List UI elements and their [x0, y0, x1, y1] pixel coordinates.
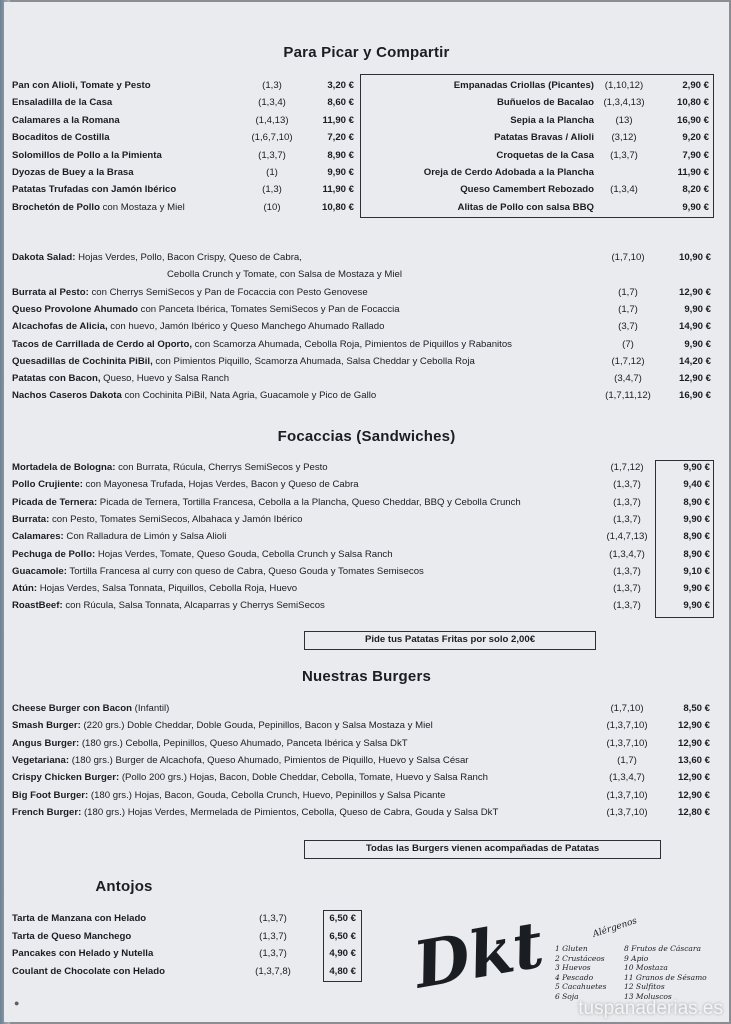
focaccia-item-allergens: (1,3,7): [613, 565, 641, 577]
focaccia-item-price: 9,90 €: [683, 462, 710, 473]
burger-item-allergens: (1,3,7,10): [606, 789, 648, 801]
focaccia-item-price: 9,10 €: [683, 565, 710, 577]
dakota-item-allergens: (1,7): [618, 303, 638, 315]
picar-left-item-name: Dyozas de Buey a la Brasa: [12, 167, 134, 178]
picar-left-item-allergens: (1): [266, 167, 278, 178]
picar-right-item-name: Empanadas Criollas (Picantes): [453, 80, 594, 91]
focaccia-item-allergens: (1,3,7): [613, 479, 641, 491]
watermark: tuspanaderias.es: [578, 998, 723, 1019]
burger-item-desc: (180 grs.) Cebolla, Pepinillos, Queso Ahumado, Panceta Ibérica y Salsa DkT: [79, 737, 408, 749]
picar-left-item: [12, 115, 120, 127]
focaccia-item: [12, 531, 226, 543]
allergen-item: 8 Frutos de Cáscara: [624, 944, 701, 953]
dakota-item-price: 14,90 €: [678, 321, 711, 333]
picar-right-item-name: Alitas de Pollo con salsa BBQ: [457, 201, 594, 213]
dakota-item-desc: con Cochinita PiBil, Nata Agria, Guacamole y Pico de Gallo: [121, 390, 377, 402]
dakota-item-desc: con Scamorza Ahumada, Cebolla Roja, Pimientos de Piquillos y Rabanitos: [192, 338, 512, 350]
picar-right-item-name: Oreja de Cerdo Adobada a la Plancha: [423, 167, 594, 178]
dakota-item-name: Quesadillas de Cochinita PiBil,: [12, 355, 153, 367]
burger-item-price: 12,90 €: [677, 789, 710, 801]
focaccia-item-name: Atún:: [12, 583, 38, 595]
picar-right-item-price: 9,90 €: [682, 201, 709, 213]
picar-left-item-desc: con Mostaza y Miel: [99, 201, 185, 213]
dakota-item-desc: con Cherrys SemiSecos y Pan de Focaccia con Pesto Genovese: [88, 286, 368, 298]
focaccia-item: [12, 600, 325, 612]
dakota-item-name: Burrata al Pesto:: [12, 286, 89, 298]
focaccias-note: Pide tus Patatas Fritas por solo 2,00€: [304, 631, 596, 650]
dakota-item: [12, 287, 368, 299]
focaccia-item: [12, 479, 359, 491]
burger-item-price: 12,90 €: [677, 737, 710, 749]
antojo-item-allergens: (1,3,7): [259, 930, 287, 942]
dakota-item-name: Tacos de Carrillada de Cerdo al Oporto,: [12, 338, 193, 350]
picar-right-item-allergens: (3,12): [611, 132, 637, 144]
antojo-item-price: 4,80 €: [329, 965, 356, 977]
focaccia-item-price: 9,40 €: [683, 479, 710, 491]
antojo-item-price: 6,50 €: [329, 913, 356, 924]
dkt-logo: Dkt: [408, 907, 549, 1004]
dakota-item: [167, 269, 402, 281]
picar-left-item-name: Ensaladilla de la Casa: [12, 97, 113, 109]
picar-left-item-price: 7,20 €: [327, 132, 354, 144]
dakota-item-allergens: (3,4,7): [614, 373, 642, 385]
dakota-item-price: 12,90 €: [678, 373, 711, 385]
picar-right-item-price: 10,80 €: [676, 97, 709, 109]
picar-left-item-price: 10,80 €: [321, 201, 354, 213]
picar-left-item-allergens: (1,3): [262, 184, 282, 196]
picar-right-item-allergens: (1,3,7): [610, 149, 638, 161]
burger-item-name: Smash Burger:: [12, 720, 81, 732]
picar-right-item-name: Buñuelos de Bacalao: [496, 97, 594, 109]
focaccia-item: [12, 514, 302, 526]
picar-left-item-allergens: (1,3,7): [258, 149, 286, 161]
focaccia-item-desc: con Burrata, Rúcula, Cherrys SemiSecos y Pesto: [115, 462, 328, 473]
picar-left-item-price: 8,60 €: [327, 97, 354, 109]
antojo-item-allergens: (1,3,7): [259, 948, 287, 959]
section-title-picar: Para Picar y Compartir: [283, 44, 450, 61]
burger-item: [12, 772, 488, 784]
allergen-item: 9 Apio: [624, 953, 649, 963]
burger-item-name: Vegetariana:: [12, 754, 70, 766]
dakota-item-allergens: (1,7): [618, 286, 638, 298]
picar-right-item-price: 2,90 €: [682, 80, 709, 91]
antojo-item-price: 4,90 €: [329, 948, 356, 959]
picar-left-item: [12, 167, 134, 179]
focaccia-item-desc: con Rúcula, Salsa Tonnata, Alcaparras y Cherrys SemiSecos: [62, 600, 325, 612]
picar-right-item-allergens: (13): [615, 114, 633, 126]
allergen-item: 6 Soja: [555, 991, 579, 1001]
burger-item-price: 12,90 €: [677, 772, 710, 784]
allergen-item: 2 Crustáceos: [555, 953, 605, 963]
picar-right-item: [362, 97, 594, 109]
burger-item-name: Big Foot Burger:: [12, 789, 89, 801]
focaccia-item: [12, 583, 297, 595]
dakota-item-name: Alcachofas de Alicia,: [12, 321, 108, 333]
antojo-item-name: Tarta de Manzana con Helado: [12, 913, 147, 924]
picar-right-item-allergens: (1,3,4,13): [603, 97, 645, 109]
focaccia-item-allergens: (1,3,7): [613, 600, 641, 612]
section-title-burgers: Nuestras Burgers: [301, 668, 432, 685]
allergen-item: 5 Cacahuetes: [555, 982, 607, 991]
allergen-item: 1 Gluten: [555, 944, 588, 953]
picar-right-item: [362, 167, 594, 179]
focaccia-item-allergens: (1,7,12): [610, 462, 644, 473]
picar-left-item-price: 11,90 €: [322, 114, 354, 126]
picar-left-item-allergens: (1,6,7,10): [251, 132, 293, 144]
burger-item-name: French Burger:: [12, 806, 82, 818]
picar-left-item-price: 8,90 €: [327, 149, 354, 161]
burger-item-desc: (180 grs.) Hojas Verdes, Mermelada de Pimientos, Cebolla, Queso de Cabra, Gouda y Salsa DkT: [81, 806, 499, 818]
picar-right-item-name: Sepia a la Plancha: [510, 114, 594, 126]
picar-left-item-name: Solomillos de Pollo a la Pimienta: [12, 149, 162, 161]
dakota-item-name: Dakota Salad:: [12, 252, 76, 263]
dakota-item-allergens: (3,7): [618, 321, 638, 333]
dakota-item-price: 16,90 €: [678, 390, 711, 402]
dakota-item-price: 9,90 €: [684, 303, 711, 315]
picar-right-item: [362, 80, 594, 92]
burger-item: [12, 807, 498, 819]
burger-item-allergens: (1,7): [617, 754, 637, 766]
allergen-item: 12 Sulfitos: [624, 982, 665, 991]
picar-left-item-name: Pan con Alioli, Tomate y Pesto: [12, 80, 151, 91]
picar-right-item-price: 7,90 €: [682, 149, 709, 161]
focaccia-item-name: Burrata:: [12, 513, 50, 525]
burger-item-allergens: (1,3,7,10): [606, 737, 648, 749]
dakota-item-price: 14,20 €: [678, 355, 711, 367]
picar-left-item-name: Patatas Trufadas con Jamón Ibérico: [12, 184, 177, 196]
picar-right-item-price: 16,90 €: [676, 114, 709, 126]
burger-item-price: 12,80 €: [677, 806, 710, 818]
section-title-antojos: Antojos: [95, 878, 153, 895]
dakota-item-desc: Queso, Huevo y Salsa Ranch: [100, 373, 230, 385]
dakota-item-name: Queso Provolone Ahumado: [12, 303, 138, 315]
dakota-item-allergens: (7): [622, 338, 634, 350]
burger-item: [12, 703, 169, 715]
allergen-item: 4 Pescado: [555, 972, 594, 982]
burger-item-allergens: (1,3,7,10): [606, 720, 648, 732]
burger-item-price: 12,90 €: [677, 720, 710, 732]
picar-left-item: [12, 184, 176, 196]
picar-right-item: [362, 132, 594, 144]
focaccia-item-desc: Picada de Ternera, Tortilla Francesa, Cebolla a la Plancha, Queso Cheddar, BBQ y Cebolla Crunch: [97, 496, 521, 508]
dakota-item: [12, 321, 384, 333]
focaccia-item-price: 9,90 €: [683, 513, 710, 525]
focaccia-item-price: 8,90 €: [683, 531, 710, 543]
dakota-item-name: Nachos Caseros Dakota: [12, 390, 122, 402]
picar-right-box: [360, 74, 714, 218]
picar-right-item-allergens: (1,3,4): [610, 184, 638, 196]
burger-item-desc: (180 grs.) Hojas, Bacon, Gouda, Cebolla Crunch, Huevo, Pepinillos y Salsa Picante: [88, 789, 446, 801]
picar-left-item: [12, 150, 162, 162]
allergens-title: Alérgenos: [591, 916, 639, 940]
burger-item-name: Cheese Burger con Bacon: [12, 703, 132, 714]
dakota-item-allergens: (1,7,10): [611, 252, 645, 263]
dakota-item: [12, 373, 229, 385]
dakota-item-desc: Hojas Verdes, Pollo, Bacon Crispy, Queso de Cabra,: [75, 252, 302, 263]
picar-right-item-price: 9,20 €: [682, 132, 709, 144]
burger-item-allergens: (1,3,7,10): [606, 806, 648, 818]
section-title-focaccias: Focaccias (Sandwiches): [277, 428, 456, 445]
focaccia-item-allergens: (1,3,4,7): [609, 548, 645, 560]
dakota-item-price: 9,90 €: [684, 338, 711, 350]
focaccia-item-allergens: (1,3,7): [613, 496, 641, 508]
focaccia-item-name: Picada de Ternera:: [12, 496, 98, 508]
dakota-item-allergens: (1,7,12): [611, 355, 645, 367]
picar-left-item-price: 9,90 €: [327, 167, 354, 178]
antojo-item-name: Tarta de Queso Manchego: [12, 930, 132, 942]
dakota-item-desc: con Panceta Ibérica, Tomates SemiSecos y Pan de Focaccia: [137, 303, 400, 315]
allergen-item: 13 Moluscos: [624, 991, 672, 1001]
menu-sheet: [4, 2, 729, 1022]
focaccia-item-name: Guacamole:: [12, 565, 67, 577]
dakota-item: [12, 339, 512, 351]
picar-right-item-name: Queso Camembert Rebozado: [460, 184, 594, 196]
burger-item-desc: (180 grs.) Burger de Alcachofa, Queso Ahumado, Pimientos de Piquillo, Huevo y Salsa César: [69, 754, 469, 766]
picar-right-item-name: Croquetas de la Casa: [496, 149, 594, 161]
allergens-right-list: [624, 944, 707, 1001]
focaccia-item-allergens: (1,3,7): [613, 513, 641, 525]
burger-item-desc: (Infantil): [131, 703, 170, 714]
picar-right-item: [362, 202, 594, 214]
focaccia-item-desc: Hojas Verdes, Tomate, Queso Gouda, Cebolla Crunch y Salsa Ranch: [95, 548, 393, 560]
dakota-item-price: 12,90 €: [678, 286, 711, 298]
burger-item-name: Angus Burger:: [12, 737, 80, 749]
burger-item-allergens: (1,7,10): [610, 703, 644, 714]
focaccia-item-desc: Tortilla Francesa al curry con queso de Cabra, Queso Gouda y Tomates Semisecos: [66, 565, 424, 577]
burger-item-price: 8,50 €: [683, 703, 710, 714]
dakota-item-allergens: (1,7,11,12): [605, 390, 651, 402]
antojo-item-allergens: (1,3,7): [259, 913, 287, 924]
picar-right-item-price: 8,20 €: [682, 184, 709, 196]
focaccia-item-price: 9,90 €: [683, 600, 710, 612]
picar-left-item: [12, 132, 110, 144]
footer-faint-text: ●: [14, 998, 20, 1008]
picar-right-item-allergens: (1,10,12): [604, 80, 644, 91]
focaccia-item-desc: con Mayonesa Trufada, Hojas Verdes, Bacon y Queso de Cabra: [82, 479, 359, 491]
antojo-item-name: Pancakes con Helado y Nutella: [12, 948, 154, 959]
focaccia-item-price: 8,90 €: [683, 496, 710, 508]
allergen-item: 3 Huevos: [555, 963, 591, 972]
allergens-left-list: [555, 944, 606, 1001]
burger-item-price: 13,60 €: [677, 754, 710, 766]
focaccia-item-name: Mortadela de Bologna:: [12, 462, 116, 473]
picar-left-item-allergens: (1,3,4): [258, 97, 286, 109]
focaccia-item-price: 9,90 €: [683, 583, 710, 595]
picar-left-item-price: 3,20 €: [327, 80, 354, 91]
dakota-item: [12, 304, 400, 316]
picar-left-item-allergens: (10): [263, 201, 281, 213]
picar-left-item: [12, 80, 151, 92]
focaccia-item: [12, 566, 424, 578]
burgers-note: Todas las Burgers vienen acompañadas de Patatas: [304, 840, 661, 859]
focaccia-item-allergens: (1,3,7): [613, 583, 641, 595]
picar-right-item-name: Patatas Bravas / Alioli: [494, 132, 594, 144]
dakota-item: [12, 252, 302, 264]
picar-right-item: [362, 184, 594, 196]
picar-left-item-name: Calamares a la Romana: [12, 114, 120, 126]
antojo-item: [12, 931, 131, 943]
burger-item: [12, 738, 408, 750]
antojo-item: [12, 966, 165, 978]
focaccia-item-desc: Con Ralladura de Limón y Salsa Alioli: [63, 531, 227, 543]
picar-left-item: [12, 202, 185, 214]
burger-item-allergens: (1,3,4,7): [609, 772, 645, 784]
picar-right-item: [362, 150, 594, 162]
dakota-item-desc: con huevo, Jamón Ibérico y Queso Manchego Ahumado Rallado: [107, 321, 385, 333]
picar-right-item-price: 11,90 €: [677, 167, 709, 178]
allergen-item: 11 Granos de Sésamo: [624, 972, 707, 982]
dakota-item: [12, 356, 475, 368]
dakota-item-desc: con Pimientos Piquillo, Scamorza Ahumada, Salsa Cheddar y Cebolla Roja: [152, 355, 475, 367]
dakota-item-desc: Cebolla Crunch y Tomate, con Salsa de Mostaza y Miel: [167, 269, 402, 281]
focaccia-item-name: Pechuga de Pollo:: [12, 548, 96, 560]
allergen-item: 10 Mostaza: [624, 963, 668, 972]
burger-item-desc: (220 grs.) Doble Cheddar, Doble Gouda, Pepinillos, Bacon y Salsa Mostaza y Miel: [80, 720, 433, 732]
dakota-item-name: Patatas con Bacon,: [12, 373, 101, 385]
focaccia-item: [12, 462, 328, 474]
burger-item-name: Crispy Chicken Burger:: [12, 772, 120, 784]
dakota-item-price: 10,90 €: [678, 252, 711, 263]
picar-right-item: [362, 115, 594, 127]
burger-item: [12, 755, 468, 767]
picar-left-item-price: 11,90 €: [322, 184, 354, 196]
focaccia-item-desc: Hojas Verdes, Salsa Tonnata, Piquillos, Cebolla Roja, Huevo: [37, 583, 298, 595]
antojo-item-name: Coulant de Chocolate con Helado: [12, 965, 165, 977]
antojo-item-allergens: (1,3,7,8): [255, 965, 291, 977]
focaccia-item-name: Calamares:: [12, 531, 64, 543]
focaccia-item-name: Pollo Crujiente:: [12, 479, 83, 491]
picar-left-item-allergens: (1,4,13): [255, 114, 289, 126]
burger-item-desc: (Pollo 200 grs.) Hojas, Bacon, Doble Cheddar, Cebolla, Tomate, Huevo y Salsa Ranch: [119, 772, 489, 784]
burger-item: [12, 720, 433, 732]
picar-left-item-name: Bocaditos de Costilla: [12, 132, 110, 144]
focaccia-item-name: RoastBeef:: [12, 600, 63, 612]
focaccia-item-price: 8,90 €: [683, 548, 710, 560]
picar-left-item: [12, 97, 112, 109]
burger-item: [12, 790, 446, 802]
antojo-item: [12, 913, 146, 925]
focaccia-item-desc: con Pesto, Tomates SemiSecos, Albahaca y Jamón Ibérico: [49, 513, 303, 525]
antojo-item-price: 6,50 €: [329, 930, 356, 942]
antojo-item: [12, 948, 153, 960]
focaccia-item: [12, 549, 393, 561]
focaccia-item-allergens: (1,4,7,13): [606, 531, 648, 543]
focaccia-item: [12, 497, 521, 509]
picar-left-item-allergens: (1,3): [262, 80, 282, 91]
picar-left-item-name: Brochetón de Pollo: [12, 201, 100, 213]
dakota-item: [12, 390, 376, 402]
